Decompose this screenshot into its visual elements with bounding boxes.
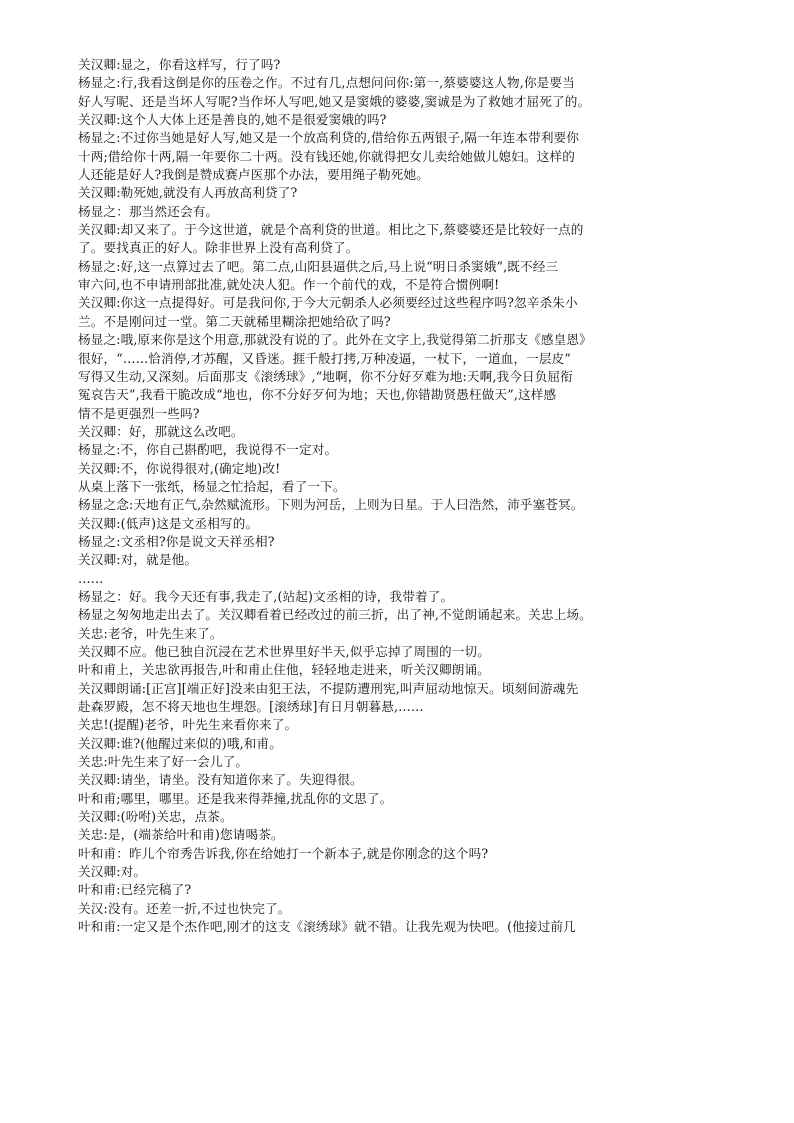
text-line: 关汉卿:这个人大体上还是善良的,她不是很爱窦娥的吗? xyxy=(78,112,387,128)
text-line: 关汉卿:却又来了。于今这世道，就是个高利贷的世道。相比之下,蔡婆婆还是比较好一点的 xyxy=(78,222,584,238)
text-line: 关汉卿:(吩咐)关忠，点茶。 xyxy=(78,809,233,825)
text-line: 关忠:叶先生来了好一会儿了。 xyxy=(78,754,249,770)
text-line: 杨显之念:天地有正气,杂然赋流形。下则为河岳，上则为日星。于人曰浩然，沛乎塞苍冥。 xyxy=(78,497,584,513)
text-line: 杨显之:哦,原来你是这个用意,那就没有说的了。此外在文字上,我觉得第二折那支《感皇恩》 xyxy=(78,332,592,348)
text-line: 杨显之匆匆地走出去了。关汉卿看着已经改过的前三折，出了神,不觉朗诵起来。关忠上场。 xyxy=(78,607,592,623)
text-line: 兰。不是刚问过一堂。第二天就稀里糊涂把她给砍了吗? xyxy=(78,313,391,329)
text-line: 关忠:是，(端茶给叶和甫)您请喝茶。 xyxy=(78,827,284,843)
text-line: 关汉卿:不，你说得很对,(确定地)改! xyxy=(78,460,281,476)
text-line: 关汉卿:(低声)这是文丞相写的。 xyxy=(78,515,259,531)
text-line: 好人写呢、还是当坏人写呢?当作坏人写吧,她又是窦娥的婆婆,窦诚是为了救她才屈死了的。 xyxy=(78,93,591,109)
text-line: 杨显之:好,这一点算过去了吧。第二点,山阳县逼供之后,马上说“明日杀窦娥”,既不经三 xyxy=(78,258,559,274)
text-line: 冤哀告天”,我看干脆改成“地也，你不分好歹何为地；天也,你错勘贤愚枉做天”,这样感 xyxy=(78,387,557,403)
text-line: 情不是更强烈一些吗? xyxy=(78,405,200,421)
text-line: 人还能是好人?我倒是赞成赛卢医那个办法，要用绳子勒死她。 xyxy=(78,167,429,183)
text-line: 关汉卿:勒死她,就没有人再放高利贷了? xyxy=(78,185,298,201)
text-line: 叶和甫;哪里，哪里。还是我来得莽撞,扰乱你的文思了。 xyxy=(78,790,393,806)
text-line: 从桌上落下一张纸，杨显之忙拾起，看了一下。 xyxy=(78,478,346,494)
text-line: 关汉卿:请坐，请坐。没有知道你来了。失迎得很。 xyxy=(78,772,363,788)
text-line: 关汉卿:你这一点提得好。可是我问你,于今大元朝杀人必须要经过这些程序吗?忽辛杀朱小 xyxy=(78,295,578,311)
text-line: 杨显之:文丞相?你是说文天祥丞相? xyxy=(78,533,275,549)
text-line: 关汉卿：好，那就这么改吧。 xyxy=(78,423,244,439)
text-line: 关汉卿朗诵:[正宫][端正好]没来由犯王法，不提防遭刑宪,叫声屈动地惊天。顷刻间游魂先 xyxy=(78,680,579,696)
text-line: 叶和甫：昨儿个帘秀告诉我,你在给她打一个新本子,就是你刚念的这个吗? xyxy=(78,845,489,861)
text-line: 关忠!(提醒)老爷，叶先生来看你来了。 xyxy=(78,717,298,733)
text-line: 杨显之：那当然还会有。 xyxy=(78,203,219,219)
text-line: 了。要找真正的好人。除非世界上没有高利贷了。 xyxy=(78,240,359,256)
text-line: 杨显之：好。我今天还有事,我走了,(站起)文丞相的诗，我带着了。 xyxy=(78,588,454,604)
text-line: 关汉卿:对，就是他。 xyxy=(78,552,198,568)
text-line: 关忠:老爷，叶先生来了。 xyxy=(78,625,223,641)
text-line: 杨显之:不，你自己斟酌吧，我说得不一定对。 xyxy=(78,442,338,458)
text-line: 审六问,也不申请刑部批准,就处决人犯。作一个前代的戏，不是符合惯例啊! xyxy=(78,277,500,293)
text-line: …… xyxy=(78,570,104,586)
text-line: 杨显之:不过你当她是好人写,她又是一个放高利贷的,借给你五两银子,隔一年连本带利要你 xyxy=(78,130,580,146)
text-line: 关汉:没有。还差一折,不过也快完了。 xyxy=(78,900,291,916)
text-line: 十两;借给你十两,隔一年要你二十两。没有钱还她,你就得把女儿卖给她做儿媳妇。这样的 xyxy=(78,148,575,164)
text-line: 关汉卿:显之，你看这样写，行了吗? xyxy=(78,57,281,72)
text-line: 关汉卿不应。他已独自沉浸在艺术世界里好半天,似乎忘掉了周围的一切。 xyxy=(78,644,490,659)
text-line: 写得又生动,又深刻。后面那支《滚绣球》,“地啊，你不分好歹难为地:天啊,我今日负屈衔 xyxy=(78,368,573,384)
text-line: 关汉卿:对。 xyxy=(78,864,147,880)
text-line: 赴森罗殿，怎不将天地也生埋怨。[滚绣球]有日月朝暮悬,…… xyxy=(78,699,424,715)
text-line: 很好，“……恰消停,才苏醒，又昏迷。捱千般打拷,万种凌逼，一杖下，一道血，一层皮” xyxy=(78,350,572,366)
text-line: 叶和甫上，关忠欲再报告,叶和甫止住他，轻轻地走进来，听关汉卿朗诵。 xyxy=(78,662,490,678)
script-page xyxy=(78,56,718,937)
text-line: 叶和甫:已经完稿了? xyxy=(78,882,192,898)
text-line: 叶和甫:一定又是个杰作吧,刚才的这支《滚绣球》就不错。让我先观为快吧。(他接过前几 xyxy=(78,919,576,935)
text-line: 关汉卿:谁?(他醒过来似的)哦,和甫。 xyxy=(78,735,282,751)
text-line: 杨显之:行,我看这倒是你的压卷之作。不过有几,点想问问你:第一,蔡婆婆这人物,你是要当 xyxy=(78,75,575,91)
